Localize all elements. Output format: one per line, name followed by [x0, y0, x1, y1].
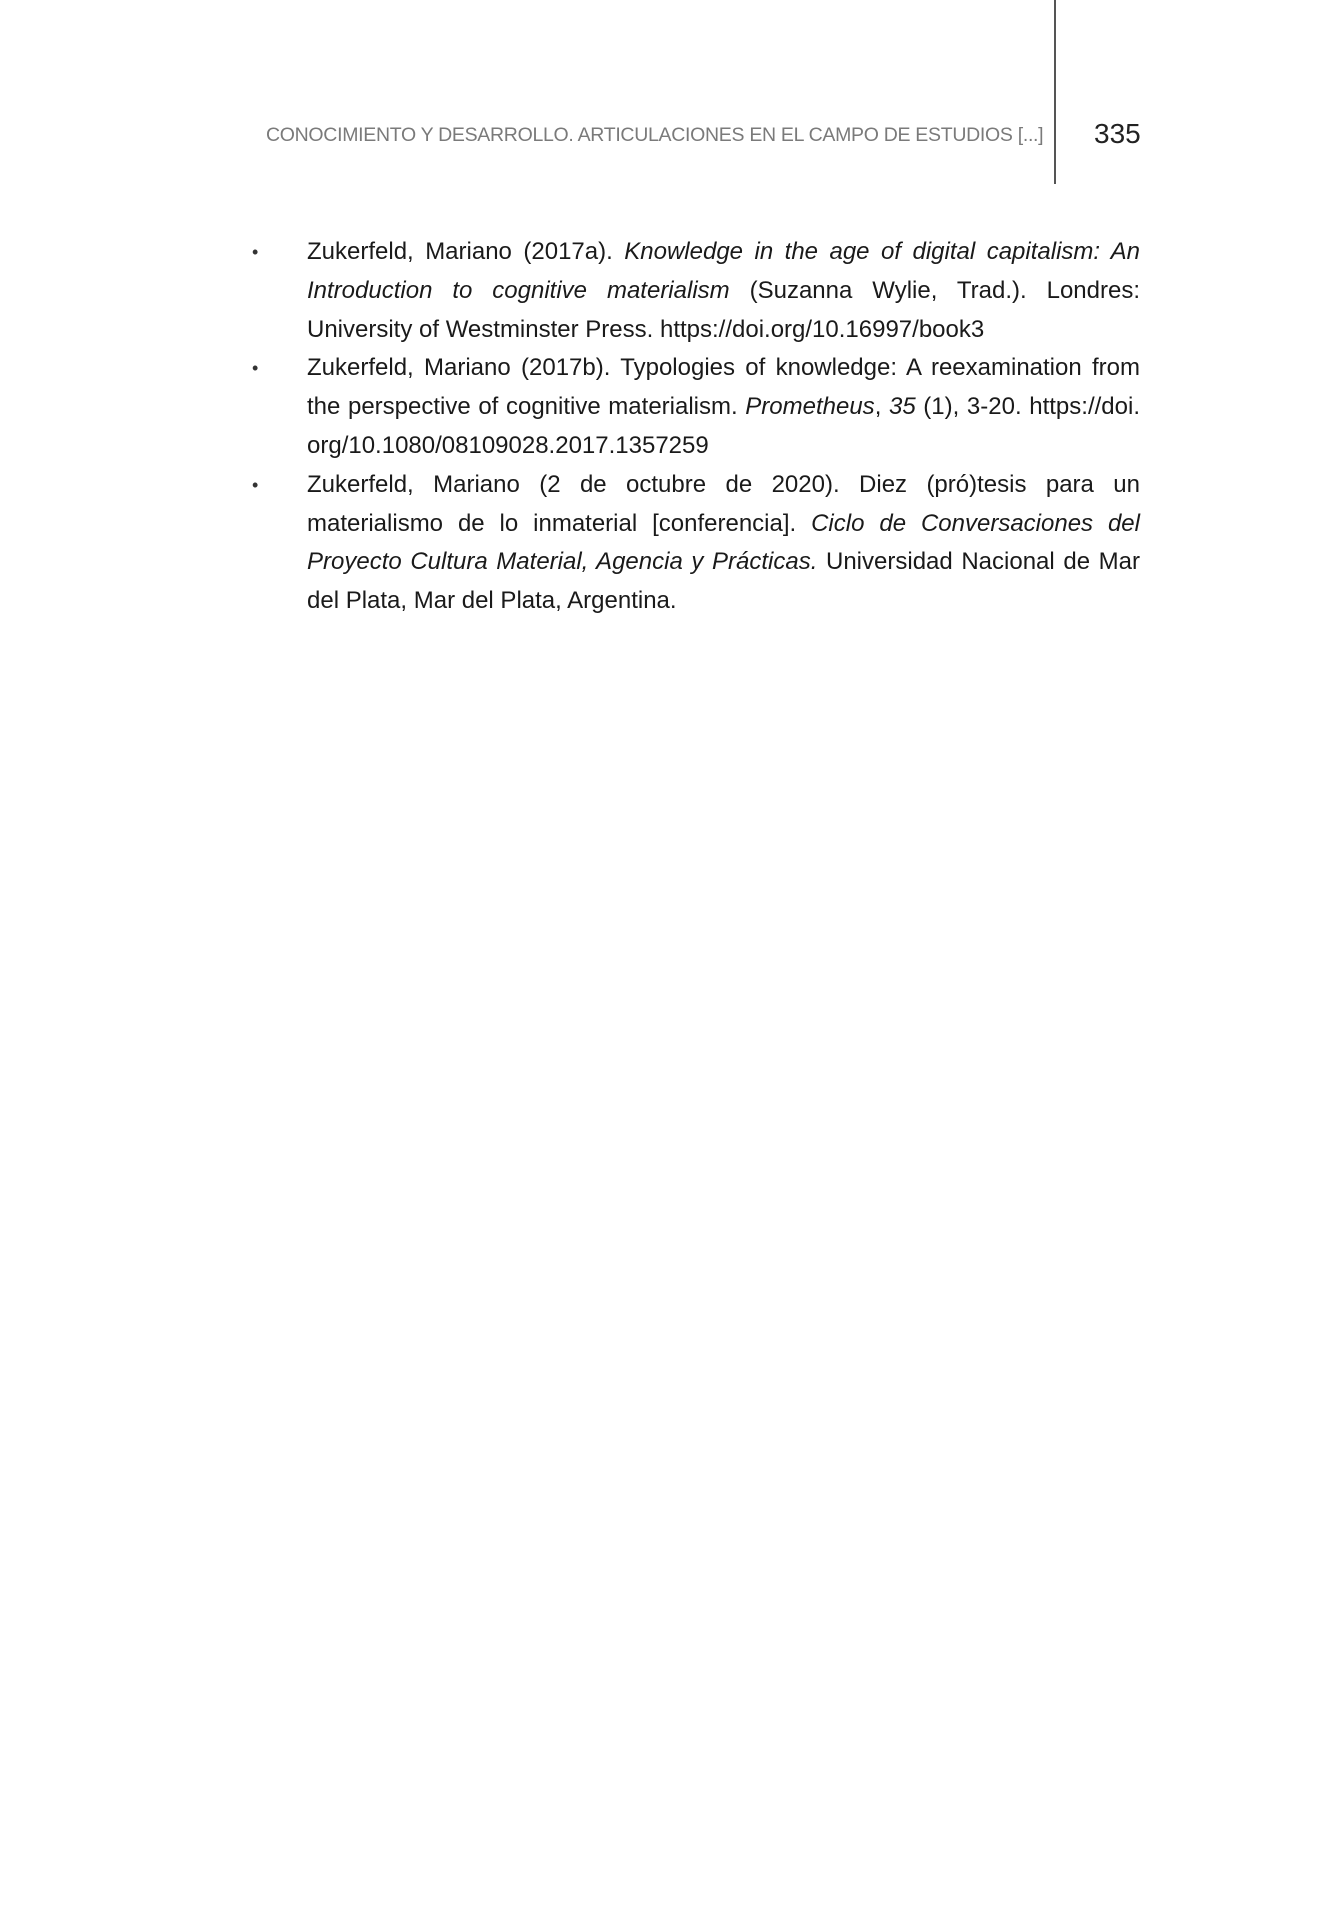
reference-journal-title: Prometheus	[745, 393, 875, 421]
bullet-marker: •	[252, 474, 259, 495]
reference-doi-link[interactable]: https://doi.org/10.1080/08109028.2017.1357259	[307, 393, 1140, 459]
reference-doi-link[interactable]: https://doi.org/10.16997/book3	[659, 315, 985, 343]
reference-text: (Suzanna Wylie, Trad.). Londres: University of Westminster Press.	[307, 276, 1141, 343]
reference-text: Universidad Nacional de Mar del Plata, Mar del Plata, Argentina.	[307, 548, 1140, 615]
reference-volume: 35	[888, 393, 916, 421]
reference-text: Zukerfeld, Mariano (2017a).	[307, 238, 625, 265]
reference-text: (1), 3-20.	[915, 393, 1030, 421]
reference-list	[252, 233, 1140, 621]
reference-item	[252, 349, 1140, 465]
reference-item	[252, 233, 1140, 349]
running-header: CONOCIMIENTO Y DESARROLLO. ARTICULACIONES EN EL CAMPO DE ESTUDIOS [...]	[266, 124, 1044, 146]
reference-book-title: Knowledge in the age of digital capitalism: An Introduction to cognitive materialism	[307, 238, 1141, 304]
bullet-marker: •	[252, 358, 259, 379]
bullet-marker: •	[252, 242, 259, 262]
reference-text: ,	[874, 393, 889, 421]
reference-text: Zukerfeld, Mariano (2 de octubre de 2020). Diez (pró)tesis para un materialismo de lo inmaterial [conferencia].	[307, 470, 1140, 537]
reference-text: Zukerfeld, Mariano (2017b). Typologies of knowledge: A reexamination from the perspective of cognitive materialism.	[307, 354, 1140, 421]
header-divider	[1054, 0, 1056, 184]
reference-event-title: Ciclo de Conversaciones del Proyecto Cultura Material, Agencia y Prácticas.	[307, 509, 1140, 576]
page-number: 335	[1094, 118, 1141, 149]
reference-item	[252, 466, 1140, 621]
